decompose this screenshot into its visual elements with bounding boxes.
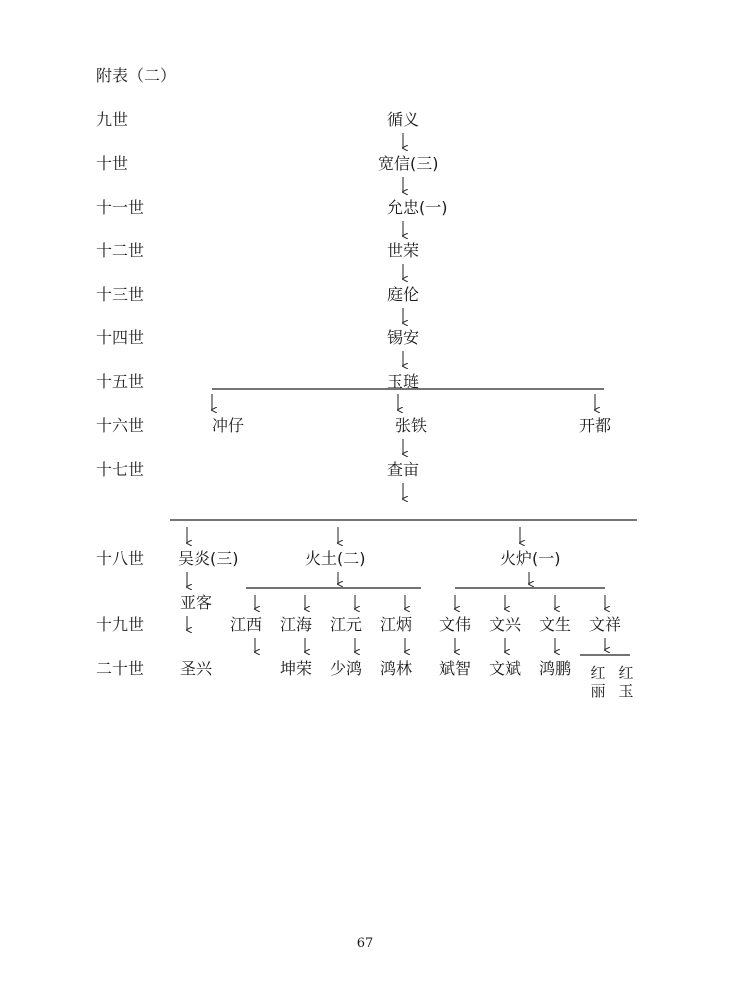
person-node: 火土(二) (305, 549, 366, 568)
generation-label: 九世 (96, 110, 129, 129)
person-node: 文斌 (489, 659, 522, 678)
person-node: 世荣 (387, 241, 420, 260)
person-node: 亚客 (180, 593, 213, 612)
person-node: 文生 (539, 615, 572, 634)
person-node: 文伟 (439, 615, 472, 634)
generation-label: 二十世 (96, 659, 145, 678)
person-node: 吴炎(三) (178, 549, 239, 568)
person-name: 红 丽 (590, 664, 606, 700)
generation-label: 十八世 (96, 549, 145, 568)
generation-label: 十世 (96, 154, 129, 173)
person-node: 鸿林 (380, 659, 413, 678)
person-node-vertical (590, 664, 606, 700)
person-node: 张铁 (395, 416, 428, 435)
generation-label: 十六世 (96, 416, 145, 435)
person-name: 红 玉 (618, 664, 634, 700)
generation-label: 十九世 (96, 615, 145, 634)
person-node: 江炳 (380, 615, 413, 634)
person-node: 查亩 (387, 460, 420, 479)
person-node: 文祥 (589, 615, 622, 634)
person-node: 坤荣 (280, 659, 313, 678)
person-node: 锡安 (387, 328, 420, 347)
person-node: 循义 (387, 110, 420, 129)
person-node: 冲仔 (212, 416, 245, 435)
person-node: 文兴 (489, 615, 522, 634)
generation-label: 十三世 (96, 285, 145, 304)
person-node: 江西 (230, 615, 263, 634)
generation-label: 十五世 (96, 372, 145, 391)
person-node: 斌智 (439, 659, 472, 678)
person-node: 允忠(一) (387, 198, 448, 217)
generation-label: 十一世 (96, 198, 145, 217)
person-node: 江元 (330, 615, 363, 634)
person-node: 江海 (280, 615, 313, 634)
person-node: 开都 (579, 416, 612, 435)
person-node: 圣兴 (180, 659, 213, 678)
person-node: 火炉(一) (500, 549, 561, 568)
person-node-vertical (618, 664, 634, 700)
generation-label: 十二世 (96, 241, 145, 260)
page-number: 67 (356, 936, 374, 951)
generation-label: 十四世 (96, 328, 145, 347)
generation-label: 十七世 (96, 460, 145, 479)
table-title: 附表（二） (96, 66, 177, 85)
person-node: 宽信(三) (378, 154, 439, 173)
person-node: 鸿鹏 (539, 659, 572, 678)
person-node: 庭伦 (387, 285, 420, 304)
person-node: 少鸿 (330, 659, 363, 678)
person-node: 玉琏 (387, 372, 420, 391)
